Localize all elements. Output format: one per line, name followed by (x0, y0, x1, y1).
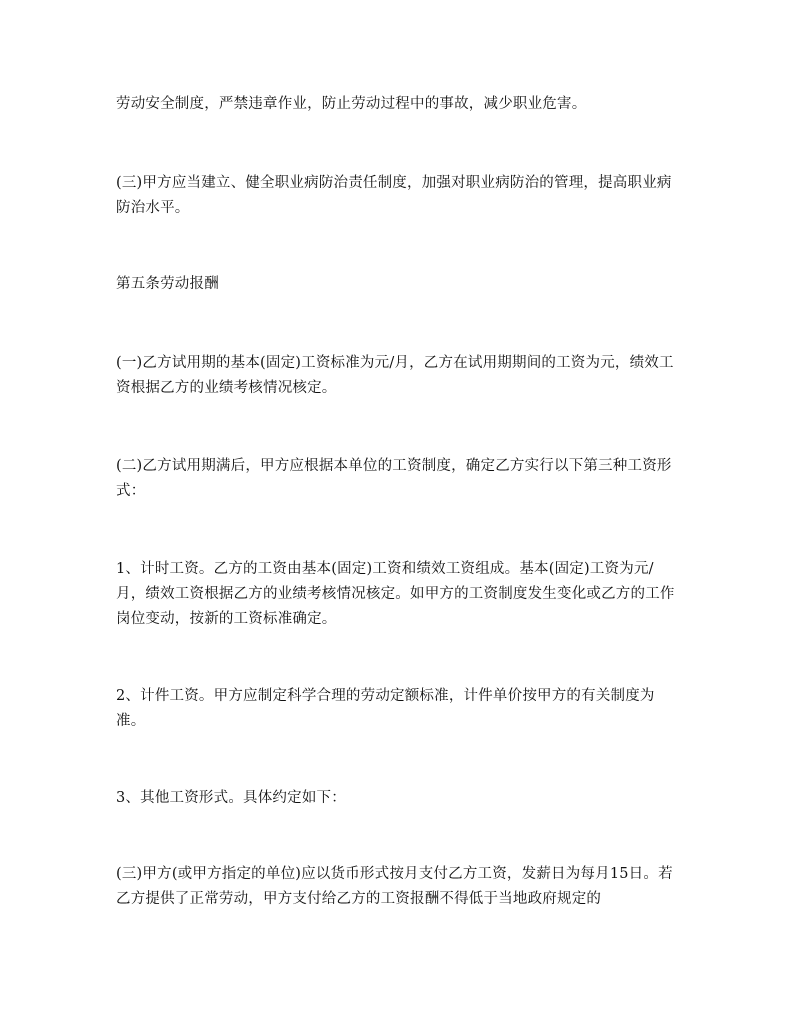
paragraph-time-wage: 1、计时工资。乙方的工资由基本(固定)工资和绩效工资组成。基本(固定)工资为元/月，绩效工资根据乙方的业绩考核情况核定。如甲方的工资制度发生变化或乙方的工作岗位变动，按新的工资标准确定。 (116, 561, 675, 627)
paragraph-probation-wage: (一)乙方试用期的基本(固定)工资标准为元/月，乙方在试用期期间的工资为元，绩效工资根据乙方的业绩考核情况核定。 (116, 355, 674, 396)
paragraph-labor-safety: 劳动安全制度，严禁违章作业，防止劳动过程中的事故，减少职业危害。 (116, 96, 587, 112)
paragraph-occupational-disease: (三)甲方应当建立、健全职业病防治责任制度，加强对职业病防治的管理，提高职业病防治水平。 (116, 175, 672, 216)
paragraph-piece-wage: 2、计件工资。甲方应制定科学合理的劳动定额标准，计件单价按甲方的有关制度为准。 (116, 688, 655, 729)
section-heading-article-5: 第五条劳动报酬 (116, 276, 219, 292)
paragraph-other-wage: 3、其他工资形式。具体约定如下： (116, 790, 346, 806)
paragraph-after-probation: (二)乙方试用期满后，甲方应根据本单位的工资制度，确定乙方实行以下第三种工资形式： (116, 458, 672, 499)
paragraph-wage-payment: (三)甲方(或甲方指定的单位)应以货币形式按月支付乙方工资，发薪日为每月15日。若乙方提供了正常劳动，甲方支付给乙方的工资报酬不得低于当地政府规定的 (116, 866, 673, 907)
